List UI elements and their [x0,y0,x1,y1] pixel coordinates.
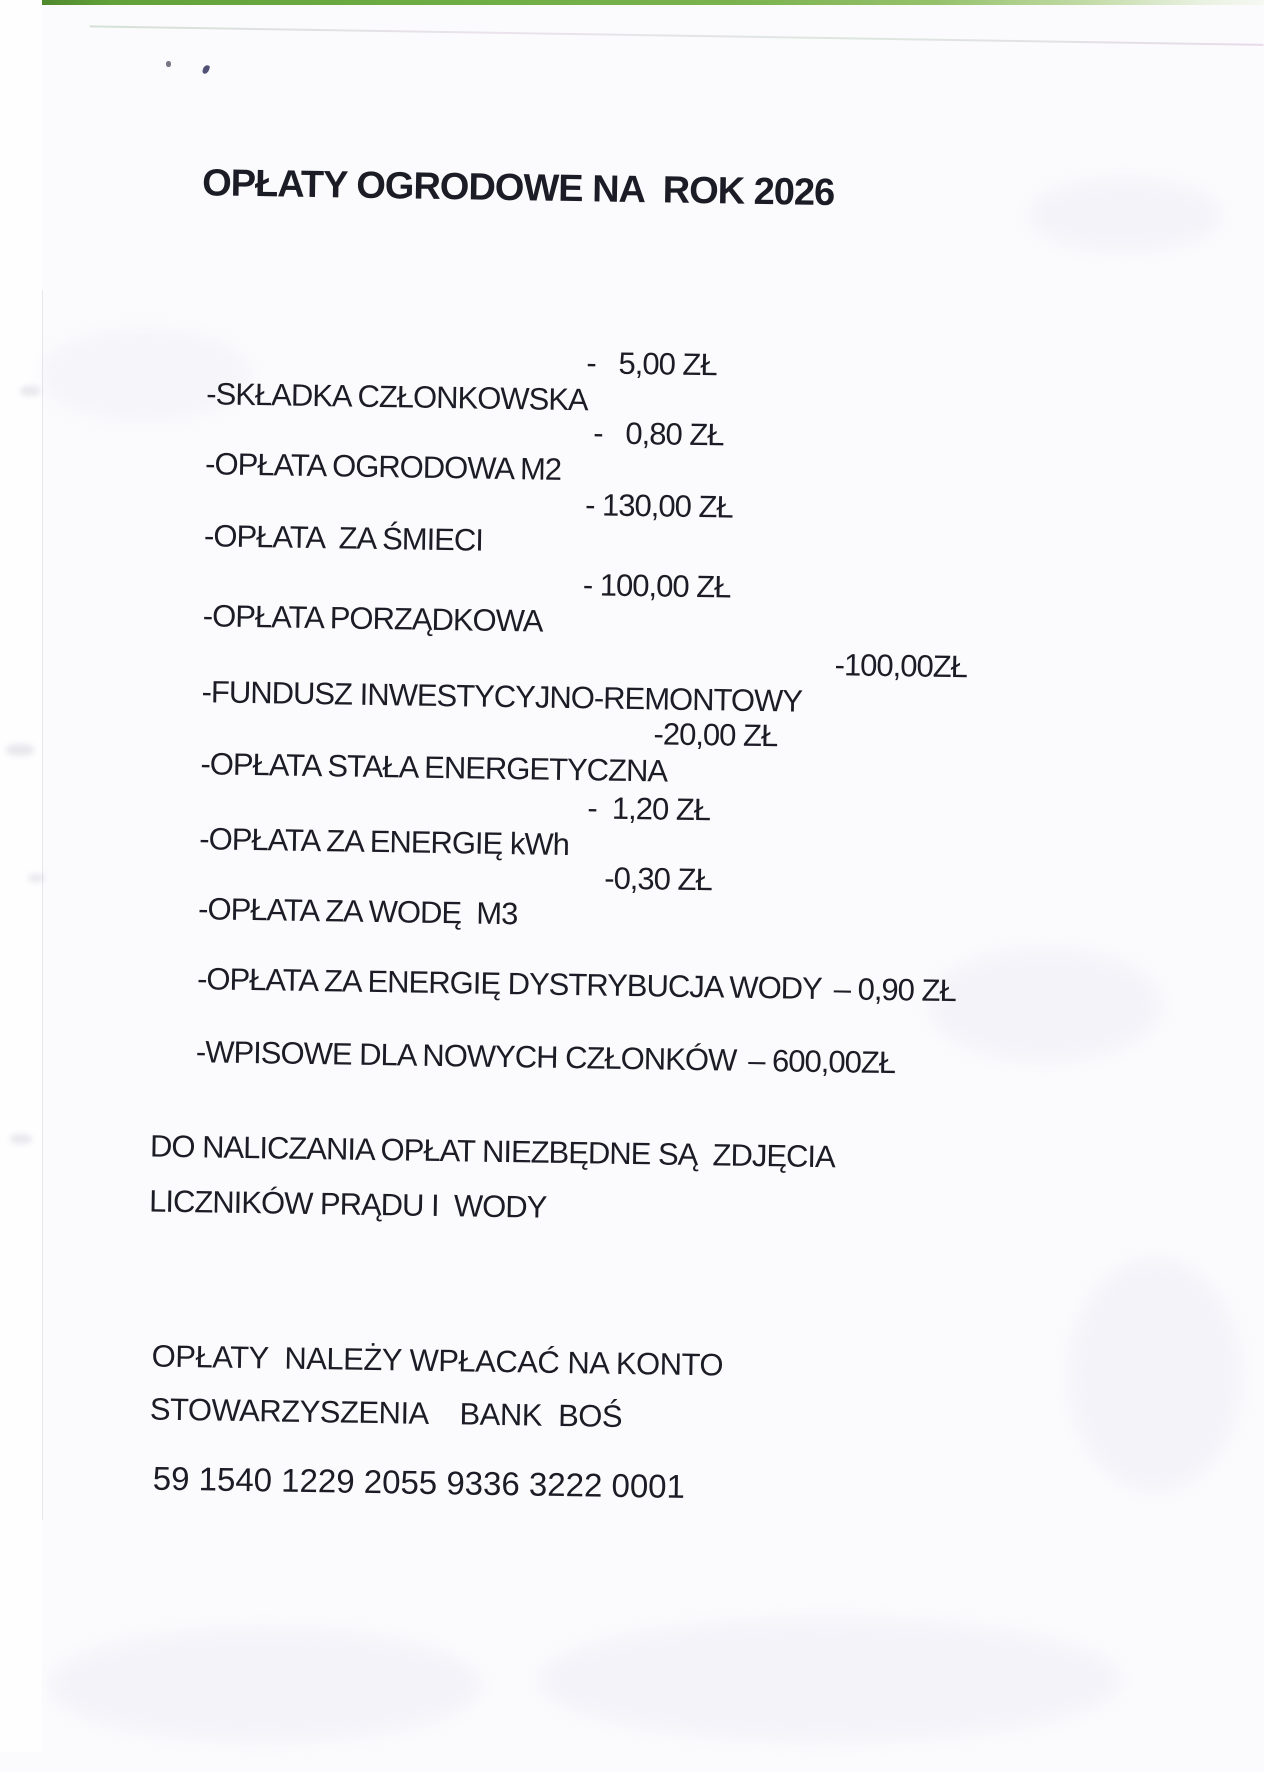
fee-value: - 5,00 ZŁ [586,345,717,383]
fee-label: -FUNDUSZ INWESTYCYJNO-REMONTOWY [201,674,803,719]
fee-label: -OPŁATA STAŁA ENERGETYCZNA [200,746,668,789]
fee-value: - 0,80 ZŁ [592,415,724,453]
fee-value: - 100,00 ZŁ [582,567,731,605]
payment-instruction-line: STOWARZYSZENIA BANK BOŚ [149,1391,623,1434]
fee-value: -100,00ZŁ [834,647,968,685]
fee-label: -OPŁATA ZA ENERGIĘ kWh [199,821,570,863]
fee-value: - 130,00 ZŁ [584,487,733,525]
fee-value: - 1,20 ZŁ [587,790,711,828]
fee-label: -OPŁATA PORZĄDKOWA [202,598,543,639]
page-title: OPŁATY OGRODOWE NA ROK 2026 [201,162,835,215]
fee-row [165,996,896,1119]
fee-label: -WPISOWE DLA NOWYCH CZŁONKÓW [195,1034,737,1078]
fee-value: -0,30 ZŁ [604,860,712,898]
fee-value: – 0,90 ZŁ [833,971,957,1009]
fee-label: -OPŁATA ZA ENERGIĘ DYSTRYBUCJA WODY [196,961,823,1007]
note-line: DO NALICZANIA OPŁAT NIEZBĘDNE SĄ ZDJĘCIA [149,1128,836,1175]
payment-instruction-line: OPŁATY NALEŻY WPŁACAĆ NA KONTO [151,1338,724,1383]
fee-label: -OPŁATA ZA ŚMIECI [203,518,484,558]
fee-value: – 600,00ZŁ [747,1043,896,1081]
fee-label: -SKŁADKA CZŁONKOWSKA [206,376,588,418]
note-line: LICZNIKÓW PRĄDU I WODY [148,1183,547,1225]
fee-label: -OPŁATA OGRODOWA M2 [204,446,562,488]
bank-account-number: 59 1540 1229 2055 9336 3222 0001 [152,1459,686,1505]
fee-value: -20,00 ZŁ [653,716,778,754]
fee-label: -OPŁATA ZA WODĘ M3 [197,891,518,932]
scan-artifact-line [90,25,1264,45]
